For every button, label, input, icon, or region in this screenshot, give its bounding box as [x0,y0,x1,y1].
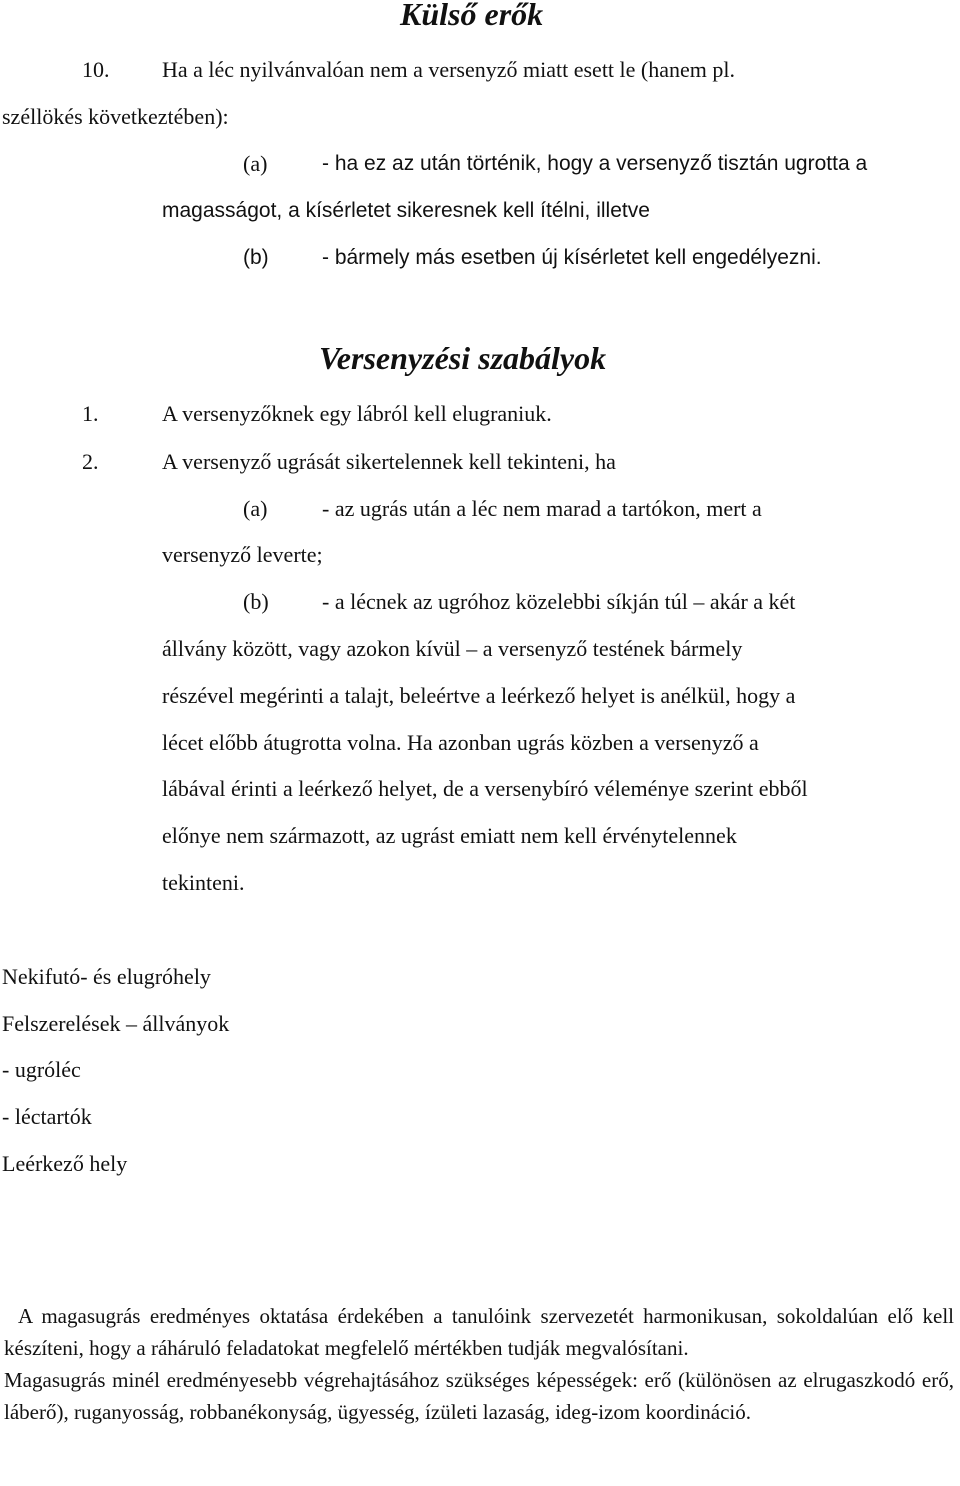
item-continuation: széllökés következtében): [2,104,229,129]
rule-2-label-b: (b) [243,589,269,614]
rule-2-text-a-continuation: versenyző leverte; [162,542,323,567]
rule-2-b-line: lécet előbb átugrotta volna. Ha azonban ugrás közben a versenyző a [162,730,759,755]
item-text: Ha a léc nyilvánvalóan nem a versenyző miatt esett le (hanem pl. [162,57,735,82]
rule-1-text: A versenyzőknek egy lábról kell elugraniuk. [162,401,552,426]
facility-list-item: - léctartók [2,1104,92,1129]
sub-label-a: (a) [243,151,268,176]
rule-2-b-line: előnye nem származott, az ugrást emiatt nem kell érvénytelennek [162,823,737,848]
rule-2-text-b: - a lécnek az ugróhoz közelebbi síkján túl – akár a két [322,589,796,614]
section-title-kulso-erok: Külső erők [400,0,544,32]
facility-list-item: Felszerelések – állványok [2,1011,230,1036]
sub-label-b: (b) [243,246,269,269]
bottom-text-block [4,1300,954,1428]
facility-list-item: Leérkező hely [2,1151,128,1176]
sub-text-a-continuation: magasságot, a kísérletet sikeresnek kell ítélni, illetve [162,199,650,222]
sub-text-b: - bármely más esetben új kísérletet kell engedélyezni. [322,246,822,269]
rule-2-text: A versenyző ugrását sikertelennek kell tekinteni, ha [162,449,616,474]
facility-list-item: Nekifutó- és elugróhely [2,964,211,989]
section-title-versenyzesi-szabalyok: Versenyzési szabályok [319,340,607,376]
sub-text-a: - ha ez az után történik, hogy a versenyző tisztán ugrotta a [322,152,868,175]
item-number: 10. [82,57,110,82]
rule-2-text-a: - az ugrás után a léc nem marad a tartókon, mert a [322,496,762,521]
paragraph-training [4,1300,954,1364]
rule-1-number: 1. [82,401,99,426]
rule-2-b-line: részével megérinti a talajt, beleértve a leérkező helyet is anélkül, hogy a [162,683,796,708]
paragraph-abilities: Magasugrás minél eredményesebb végrehajtásához szükséges képességek: erő (különösen az elrugaszkodó erő, láberő), ruganyosság, robbanékonyság, ügyesség, ízületi lazaság, ideg-izom koordináció. [4,1368,954,1424]
rule-2-b-line: tekinteni. [162,870,245,895]
paragraph-training-text: A magasugrás eredményes oktatása érdekében a tanulóink szervezetét harmonikusan, sokoldalúan elő kell készíteni, hogy a ráháruló feladatokat megfelelő mértékben tudják megvalósítani. [4,1304,954,1360]
rule-2-label-a: (a) [243,496,268,521]
rule-2-number: 2. [82,449,99,474]
rule-2-b-line: lábával érinti a leérkező helyet, de a versenybíró véleménye szerint ebből [162,776,808,801]
rule-2-b-line: állvány között, vagy azokon kívül – a versenyző testének bármely [162,636,743,661]
facility-list-item: - ugróléc [2,1057,81,1082]
